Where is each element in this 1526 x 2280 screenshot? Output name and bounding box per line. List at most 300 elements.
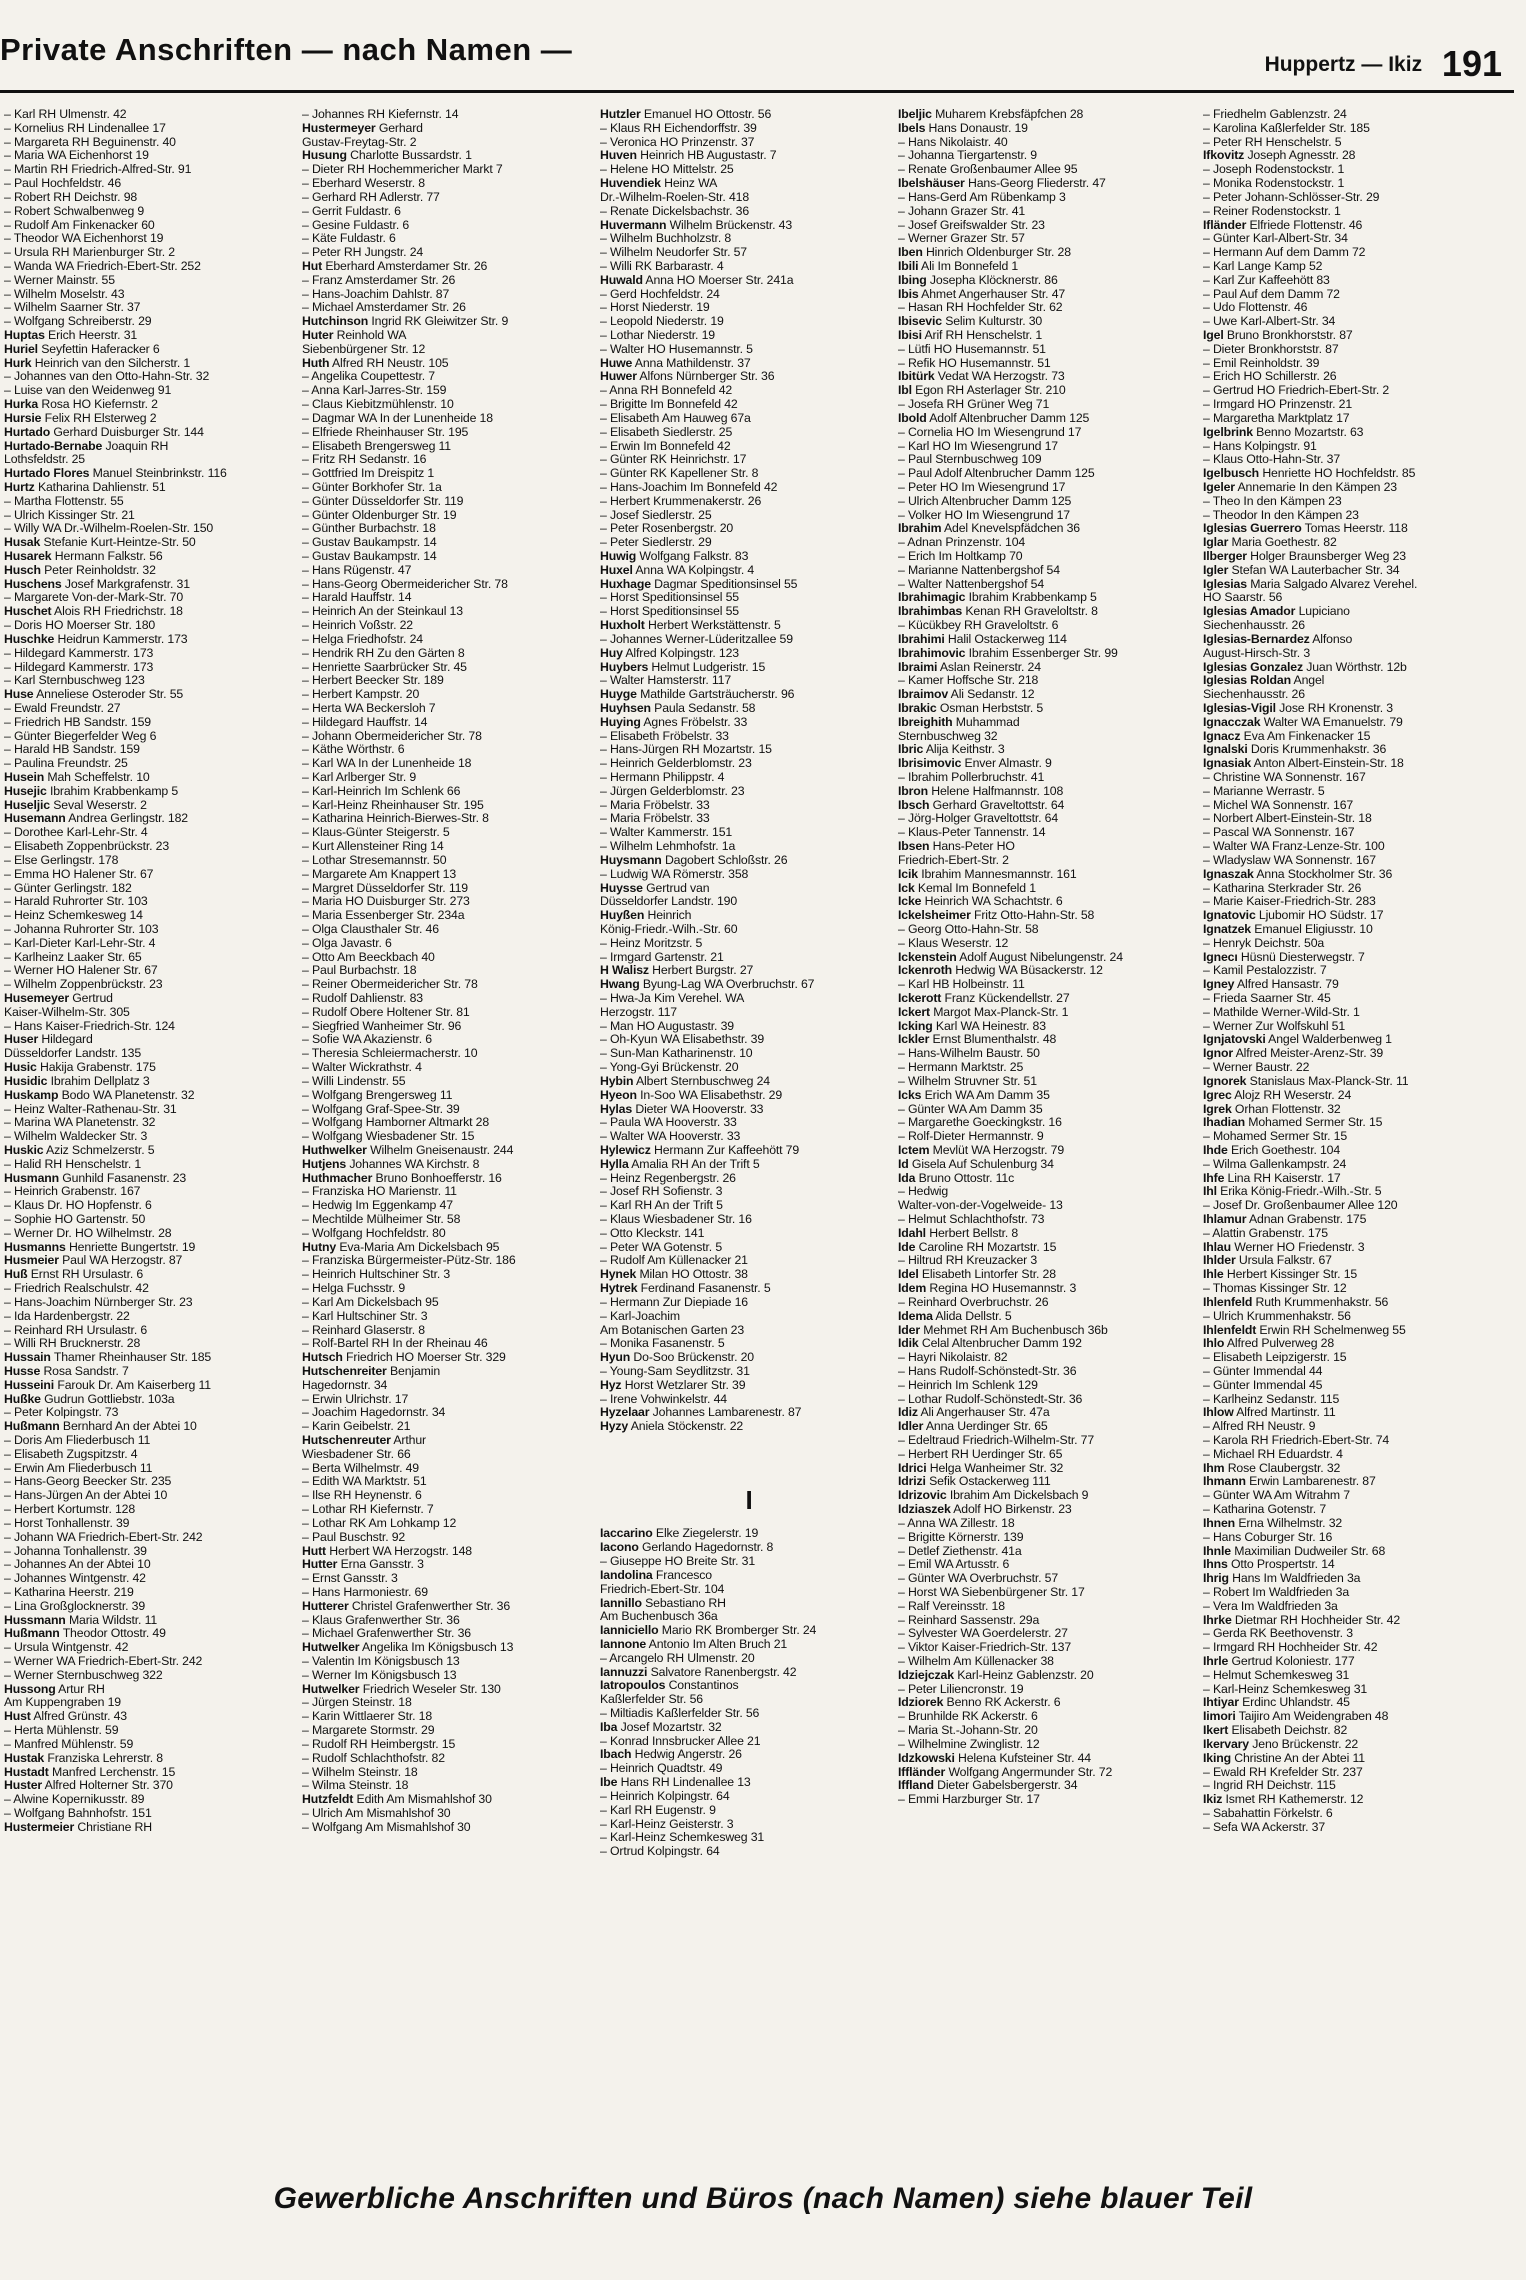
listing-entry: – Vera Im Waldfrieden 3a — [1203, 1599, 1338, 1613]
surname: Ibach — [600, 1748, 632, 1762]
listing-entry: Ictem Mevlüt WA Herzogstr. 79 — [898, 1143, 1065, 1157]
surname: Husemeyer — [4, 992, 69, 1005]
listing-entry: – Hans-Gerd Am Rübenkamp 3 — [898, 190, 1066, 204]
listing-entry: Iglesias Maria Salgado Alvarez Verehel. — [1203, 577, 1418, 591]
listing-entry: Ibitürk Vedat WA Herzogstr. 73 — [898, 370, 1065, 384]
listing-entry: Huysse Gertrud van — [600, 881, 710, 895]
listing-entry: – Heinz Regenbergstr. 26 — [600, 1171, 736, 1185]
listing-entry: – Peter RH Jungstr. 24 — [302, 246, 424, 260]
listing-entry: Id Gisela Auf Schulenburg 34 — [898, 1157, 1054, 1171]
listing-entry: – Maria St.-Johann-Str. 20 — [898, 1724, 1038, 1738]
surname: Igelbrink — [1203, 425, 1253, 439]
surname: Ihlenfeldt — [1203, 1323, 1257, 1337]
listing-entry: Ibrahim Adel Knevelspfädchen 36 — [898, 522, 1080, 536]
listing-entry: – Hildegard Kammerstr. 173 — [4, 646, 154, 660]
listing-entry: Hurka Rosa HO Kiefernstr. 2 — [4, 398, 158, 412]
surname: Hurk — [4, 356, 32, 370]
surname: Idler — [898, 1420, 924, 1434]
listing-entry: – Hans-Georg Beecker Str. 235 — [4, 1475, 172, 1489]
listing-entry: Gustav-Freytag-Str. 2 — [302, 135, 417, 149]
listing-entry: – Ulrich Krummenhakstr. 56 — [1203, 1309, 1351, 1323]
listing-entry: Siechenhausstr. 26 — [1203, 619, 1305, 633]
surname: Iglar — [1203, 536, 1229, 550]
listing-entry — [600, 1434, 898, 1448]
listing-entry: – Michel WA Sonnenstr. 167 — [1203, 798, 1354, 812]
listing-entry: Hylla Amalia RH An der Trift 5 — [600, 1157, 760, 1171]
listing-entry: – Franziska Bürgermeister-Pütz-Str. 186 — [302, 1254, 516, 1268]
listing-entry: Lothsfeldstr. 25 — [4, 453, 86, 467]
listing-entry: – Christine WA Sonnenstr. 167 — [1203, 771, 1366, 784]
listing-entry: – Helga Friedhofstr. 24 — [302, 632, 423, 646]
surname: Huwe — [600, 356, 633, 370]
listing-entry: – Arcangelo RH Ulmenstr. 20 — [600, 1651, 755, 1665]
listing-entry: HO Saarstr. 56 — [1203, 591, 1283, 605]
surname: Ignatovic — [1203, 909, 1256, 923]
listing-entry: Ignatzek Emanuel Eligiusstr. 10 — [1203, 922, 1373, 936]
listing-entry: – Walter Kammerstr. 151 — [600, 826, 733, 840]
listing-entry: Ida Bruno Ottostr. 11c — [898, 1171, 1015, 1185]
listing-entry: – Hermann Auf dem Damm 72 — [1203, 246, 1366, 260]
listing-entry: Hurtz Katharina Dahlienstr. 51 — [4, 480, 166, 494]
listing-entry: – Leopold Niederstr. 19 — [600, 315, 724, 329]
listing-entry: Iffland Dieter Gabelsbergerstr. 34 — [898, 1779, 1078, 1793]
listing-entry: Huß Ernst RH Ursulastr. 6 — [4, 1268, 144, 1282]
surname: Icke — [898, 895, 922, 909]
listing-entry: – Johannes RH Kiefernstr. 14 — [302, 108, 459, 121]
listing-entry: Ignaszak Anna Stockholmer Str. 36 — [1203, 867, 1393, 881]
surname: Husemann — [4, 812, 66, 826]
surname: Hutny — [302, 1240, 337, 1254]
listing-entry: Walter-von-der-Vogelweide- 13 — [898, 1199, 1063, 1213]
listing-entry: Huyhsen Paula Sedanstr. 58 — [600, 701, 756, 715]
listing-entry: – Else Gerlingstr. 178 — [4, 853, 119, 867]
surname: Hurtado — [4, 425, 51, 439]
listing-entry: – Adnan Prinzenstr. 104 — [898, 536, 1026, 550]
listing-entry: Husic Hakija Grabenstr. 175 — [4, 1061, 156, 1075]
listing-entry: Idahl Herbert Bellstr. 8 — [898, 1226, 1019, 1240]
listing-entry: Hynek Milan HO Ottostr. 38 — [600, 1268, 748, 1282]
listing-entry: – Paul Auf dem Damm 72 — [1203, 287, 1340, 301]
listing-entry: – Gustav Baukampstr. 14 — [302, 536, 437, 550]
listing-entry: – Peter WA Gotenstr. 5 — [600, 1240, 723, 1254]
listing-entry: – Norbert Albert-Einstein-Str. 18 — [1203, 812, 1372, 826]
surname: Husein — [4, 771, 45, 784]
listing-entry: – Ulrich Am Mismahlshof 30 — [302, 1806, 451, 1820]
listing-entry: – Johann Grazer Str. 41 — [898, 204, 1026, 218]
listing-entry: – Günter RK Heinrichstr. 17 — [600, 453, 747, 467]
listing-entry: Huseljic Seval Weserstr. 2 — [4, 798, 147, 812]
surname: Ibels — [898, 121, 926, 135]
listing-entry: – Udo Flottenstr. 46 — [1203, 301, 1308, 315]
listing-entry: – Rudolf Dahlienstr. 83 — [302, 992, 423, 1005]
listing-entry: Friedrich-Ebert-Str. 2 — [898, 853, 1009, 867]
listing-entry: – Fritz RH Sedanstr. 16 — [302, 453, 427, 467]
listing-entry: Huschet Alois RH Friedrichstr. 18 — [4, 605, 183, 619]
listing-entry: – Hedwig — [898, 1185, 949, 1199]
surname: Iglesias — [1203, 577, 1247, 591]
listing-entry: Iba Josef Mozartstr. 32 — [600, 1720, 722, 1734]
listing-entry: – Thomas Kissinger Str. 12 — [1203, 1282, 1347, 1296]
surname: Ibisevic — [898, 315, 942, 329]
listing-entry: – Karl Lange Kamp 52 — [1203, 259, 1323, 273]
surname: Icking — [898, 1019, 933, 1033]
surname: Ickenstein — [898, 950, 957, 964]
listing-entry: – Otto Kleckstr. 141 — [600, 1226, 705, 1240]
surname: Iannillo — [600, 1596, 642, 1610]
listing-entry: – Doris Am Fliederbusch 11 — [4, 1434, 151, 1447]
listing-entry: – Heinrich Im Schlenk 129 — [898, 1378, 1038, 1392]
listing-entry: Idziejczak Karl-Heinz Gablenzstr. 20 — [898, 1668, 1094, 1682]
surname: Ibitürk — [898, 370, 935, 384]
listing-entry: – Gerda RK Beethovenstr. 3 — [1203, 1627, 1353, 1641]
surname: Huyßen — [600, 909, 645, 923]
listing-entry: – Konrad Innsbrucker Allee 21 — [600, 1734, 761, 1748]
listing-entry: – Günther Burbachstr. 18 — [302, 522, 436, 536]
listing-entry: Ianniciello Mario RK Bromberger Str. 24 — [600, 1624, 817, 1638]
listing-entry: Iannone Antonio Im Alten Bruch 21 — [600, 1637, 788, 1651]
listing-entry: – Sylvester WA Goerdelerstr. 27 — [898, 1627, 1068, 1641]
listing-entry: Ihfe Lina RH Kaiserstr. 17 — [1203, 1171, 1341, 1185]
listing-entry: – Johannes An der Abtei 10 — [4, 1558, 151, 1572]
listing-entry: Hutzler Emanuel HO Ottostr. 56 — [600, 108, 772, 121]
listing-entry: – Giuseppe HO Breite Str. 31 — [600, 1555, 756, 1569]
listing-entry: – Marianne Werrastr. 5 — [1203, 784, 1325, 798]
listing-entry — [600, 1462, 898, 1476]
listing-entry: – Reiner Obermeidericher Str. 78 — [302, 978, 478, 992]
listing-entry: Huster Alfred Holterner Str. 370 — [4, 1779, 173, 1793]
listing-entry: Ihlenfeld Ruth Krummenhakstr. 56 — [1203, 1295, 1389, 1309]
listing-entry: – Irmgard HO Prinzenstr. 21 — [1203, 398, 1353, 412]
surname: Iffländer — [898, 1765, 946, 1779]
surname: Ibron — [898, 784, 928, 798]
listing-entry: – Herbert Kortumstr. 128 — [4, 1503, 136, 1517]
surname: Hytrek — [600, 1282, 638, 1296]
listing-entry: – Hans Kolpingstr. 91 — [1203, 439, 1317, 453]
listing-entry: Iben Hinrich Oldenburger Str. 28 — [898, 246, 1071, 260]
listing-entry: Ibrahimbas Kenan RH Graveloltstr. 8 — [898, 605, 1098, 619]
listing-entry: Huschens Josef Markgrafenstr. 31 — [4, 577, 190, 591]
listing-entry: – Man HO Augustastr. 39 — [600, 1019, 734, 1033]
surname: Ibraimi — [898, 660, 938, 674]
listing-entry: Huybers Helmut Ludgeristr. 15 — [600, 660, 766, 674]
page-range-header — [1264, 38, 1502, 84]
listing-entry: Ihrig Hans Im Waldfrieden 3a — [1203, 1572, 1361, 1586]
listing-entry: – Wilma Gallenkampstr. 24 — [1203, 1157, 1347, 1171]
listing-entry: Ignalski Doris Krummenhakstr. 36 — [1203, 743, 1387, 757]
listing-entry: Ibrahimovic Ibrahim Essenberger Str. 99 — [898, 646, 1118, 660]
listing-entry: – Herbert RH Uerdinger Str. 65 — [898, 1447, 1063, 1461]
surname: Ihrig — [1203, 1572, 1229, 1586]
listing-entry: Idiz Ali Angerhauser Str. 47a — [898, 1406, 1050, 1420]
listing-entry: – Kamer Hoffsche Str. 218 — [898, 674, 1039, 688]
surname: Idema — [898, 1309, 933, 1323]
listing-entry: Ihnen Erna Wilhelmstr. 32 — [1203, 1516, 1343, 1530]
listing-entry: – Walter Hamsterstr. 117 — [600, 674, 732, 688]
listing-entry: Hutchinson Ingrid RK Gleiwitzer Str. 9 — [302, 315, 509, 329]
listing-entry: – Heinz Moritzstr. 5 — [600, 936, 703, 950]
listing-entry: Ignatovic Ljubomir HO Südstr. 17 — [1203, 909, 1384, 923]
listing-entry: – Luise van den Weidenweg 91 — [4, 384, 172, 398]
listing-entry: – Klaus RH Eichendorffstr. 39 — [600, 121, 757, 135]
listing-entry: Ignecı Hüsnü Diesterwegstr. 7 — [1203, 950, 1365, 964]
listing-entry: – Sophie HO Gartenstr. 50 — [4, 1213, 146, 1226]
surname: Ihlau — [1203, 1240, 1231, 1254]
listing-entry: Iannillo Sebastiano RH — [600, 1596, 726, 1610]
listing-entry: – Klaus Otto-Hahn-Str. 37 — [1203, 453, 1341, 467]
listing-entry: – Sabahattin Förkelstr. 6 — [1203, 1806, 1333, 1820]
listing-entry: Igney Alfred Hansastr. 79 — [1203, 978, 1339, 992]
listing-entry: Idem Regina HO Husemannstr. 3 — [898, 1282, 1077, 1296]
listing-entry: Ibrakic Osman Herbststr. 5 — [898, 701, 1044, 715]
listing-entry: – Günter Immendal 44 — [1203, 1364, 1323, 1378]
listing-entry: – Rudolf Obere Holtener Str. 81 — [302, 1005, 470, 1019]
surname: Igeler — [1203, 480, 1235, 494]
listing-entry: – Paul Buschstr. 92 — [302, 1530, 406, 1544]
listing-entry: Ickler Ernst Blumenthalstr. 48 — [898, 1033, 1057, 1047]
surname: Hyeon — [600, 1088, 637, 1102]
listing-entry: – Joseph Rodenstockstr. 1 — [1203, 163, 1345, 177]
surname: Idik — [898, 1337, 919, 1351]
listing-entry: – Katharina Sterkrader Str. 26 — [1203, 881, 1362, 895]
listing-entry: – Wolfgang Hamborner Altmarkt 28 — [302, 1116, 490, 1130]
listing-entry: Ihl Erika König-Friedr.-Wilh.-Str. 5 — [1203, 1185, 1382, 1199]
listing-entry: – Ilse RH Heynenstr. 6 — [302, 1489, 422, 1503]
listing-entry: – Karl-Heinz Geisterstr. 3 — [600, 1817, 734, 1831]
section-letter: I — [745, 1485, 753, 1516]
listing-entry: – Reinhard Overbruchstr. 26 — [898, 1295, 1049, 1309]
listing-entry: – Johannes Werner-Lüderitzallee 59 — [600, 632, 793, 646]
listing-entry: – Mohamed Sermer Str. 15 — [1203, 1130, 1348, 1144]
listing-entry: Ick Kemal Im Bonnefeld 1 — [898, 881, 1036, 895]
listing-entry: Ibold Adolf Altenbrucher Damm 125 — [898, 411, 1090, 425]
listing-entry: Huthwelker Wilhelm Gneisenaustr. 244 — [302, 1143, 514, 1157]
listing-entry: – Klaus-Günter Steigerstr. 5 — [302, 826, 450, 840]
listing-entry: Hustermeyer Gerhard — [302, 121, 423, 135]
surname: Ibsch — [898, 798, 930, 812]
listing-entry: – Brunhilde RK Ackerstr. 6 — [898, 1710, 1038, 1724]
listing-entry: – Johann Obermeidericher Str. 78 — [302, 729, 482, 743]
listing-entry: Igler Stefan WA Lauterbacher Str. 34 — [1203, 563, 1400, 577]
listing-entry: – Otto Am Beeckbach 40 — [302, 950, 435, 964]
listing-entry: Iacono Gerlando Hagedornstr. 8 — [600, 1541, 774, 1555]
listing-entry: Hutny Eva-Maria Am Dickelsbach 95 — [302, 1240, 500, 1254]
listing-entry: – Wilhelm Struvner Str. 51 — [898, 1074, 1037, 1088]
listing-entry: Ihlenfeldt Erwin RH Schelmenweg 55 — [1203, 1323, 1406, 1337]
surname: Ifkovitz — [1203, 149, 1245, 163]
listing-entry: – Wolfgang Wiesbadener Str. 15 — [302, 1130, 475, 1144]
surname: Huxhage — [600, 577, 651, 591]
surname: Iba — [600, 1720, 618, 1734]
listing-entry: – Ulrich Kissinger Str. 21 — [4, 508, 135, 522]
listing-entry: Herzogstr. 117 — [600, 1005, 677, 1019]
listing-entry: Idema Alida Dellstr. 5 — [898, 1309, 1012, 1323]
listing-entry: – Refik HO Husemannstr. 51 — [898, 356, 1051, 370]
surname: Huysse — [600, 881, 643, 895]
listing-entry: – Emma HO Halener Str. 67 — [4, 867, 154, 881]
surname: Huriel — [4, 342, 38, 356]
listing-entry: Icik Ibrahim Mannesmannstr. 161 — [898, 867, 1077, 881]
listing-entry: – Jürgen Steinstr. 18 — [302, 1696, 412, 1710]
listing-entry: – Maria HO Duisburger Str. 273 — [302, 895, 470, 909]
listing-entry: Iglesias-Vigil Jose RH Kronenstr. 3 — [1203, 701, 1394, 715]
listing-entry: – Heinrich Voßstr. 22 — [302, 619, 413, 633]
listing-entry: – Wolfgang Schreiberstr. 29 — [4, 315, 152, 329]
listing-entry: – Marie Kaiser-Friedrich-Str. 283 — [1203, 895, 1376, 909]
surname: Ignatzek — [1203, 922, 1251, 936]
listing-entry: Ilberger Holger Braunsberger Weg 23 — [1203, 550, 1406, 563]
surname: Icik — [898, 867, 918, 881]
listing-entry: – Kornelius RH Lindenallee 17 — [4, 121, 166, 135]
listing-entry: – Harald Hauffstr. 14 — [302, 591, 412, 605]
listing-entry: – Hedwig Im Eggenkamp 47 — [302, 1199, 453, 1213]
listing-entry: Ibis Ahmet Angerhauser Str. 47 — [898, 287, 1066, 301]
listing-entry: Ikervary Jeno Brückenstr. 22 — [1203, 1737, 1359, 1751]
listing-entry: – Ursula RH Marienburger Str. 2 — [4, 246, 175, 260]
listing-entry: – Elisabeth Zugspitzstr. 4 — [4, 1447, 138, 1461]
listing-entry: Sternbuschweg 32 — [898, 729, 998, 743]
surname: Ihlder — [1203, 1254, 1236, 1268]
surname: Ignacz — [1203, 729, 1241, 743]
surname: Iandolina — [600, 1568, 653, 1582]
listing-entry: – Horst Speditionsinsel 55 — [600, 591, 739, 605]
listing-entry: Hussong Artur RH — [4, 1682, 105, 1696]
surname: Iimori — [1203, 1710, 1236, 1724]
listing-entry: – Werner Im Königsbusch 13 — [302, 1668, 457, 1682]
listing-entry: – Jürgen Gelderblomstr. 23 — [600, 784, 745, 798]
listing-entry: Huvendiek Heinz WA — [600, 177, 718, 191]
surname: Ihlamur — [1203, 1213, 1247, 1226]
listing-entry: – Reinhard Sassenstr. 29a — [898, 1613, 1040, 1627]
listing-entry: Huskic Aziz Schmelzerstr. 5 — [4, 1143, 155, 1157]
listing-entry: – Horst WA Siebenbürgener Str. 17 — [898, 1585, 1085, 1599]
surname: Huysmann — [600, 853, 662, 867]
listing-entry: Ibl Egon RH Asterlager Str. 210 — [898, 384, 1066, 398]
surname: Iatropoulos — [600, 1679, 666, 1693]
column-1 — [0, 108, 302, 2168]
listing-entry: – Mechtilde Mülheimer Str. 58 — [302, 1213, 461, 1226]
surname: Ifländer — [1203, 218, 1247, 232]
listing-entry: – Berta Wilhelmstr. 49 — [302, 1461, 419, 1475]
listing-entry: – Uwe Karl-Albert-Str. 34 — [1203, 315, 1336, 329]
listing-entry: – Elisabeth Zoppenbrückstr. 23 — [4, 840, 170, 854]
listing-entry: Ibisi Arif RH Henschelstr. 1 — [898, 329, 1043, 342]
listing-entry: – Günter Karl-Albert-Str. 34 — [1203, 232, 1348, 246]
surname: Ibrisimovic — [898, 757, 962, 771]
surname: Huyhsen — [600, 701, 651, 715]
surname: Hylewicz — [600, 1143, 651, 1157]
listing-entry: Ihlder Ursula Falkstr. 67 — [1203, 1254, 1332, 1268]
listing-entry: – Erwin Im Bonnefeld 42 — [600, 439, 731, 453]
listing-entry: – Cornelia HO Im Wiesengrund 17 — [898, 425, 1082, 439]
footer-note: Gewerbliche Anschriften und Büros (nach Namen) siehe blauer Teil — [273, 2182, 1253, 2215]
surname: Ikervary — [1203, 1737, 1249, 1751]
listing-entry: – Günter Borkhofer Str. 1a — [302, 480, 442, 494]
surname: Igrek — [1203, 1102, 1232, 1116]
column-2 — [302, 108, 600, 2168]
listing-entry: – Heinz Walter-Rathenau-Str. 31 — [4, 1102, 177, 1116]
listing-entry: – Werner Zur Wolfskuhl 51 — [1203, 1019, 1346, 1033]
listing-entry: – Reinhard Glaserstr. 8 — [302, 1323, 425, 1337]
listing-entry: – Heinrich Gelderblomstr. 23 — [600, 757, 752, 771]
surname: Ibisi — [898, 329, 922, 342]
listing-entry: – Rudolf Schlachthofstr. 82 — [302, 1751, 445, 1765]
listing-entry: – Karl-Dieter Karl-Lehr-Str. 4 — [4, 936, 156, 950]
listing-entry: – Erich Im Holtkamp 70 — [898, 550, 1023, 563]
surname: Hustermeier — [4, 1820, 75, 1834]
listing-entry: – Hiltrud RH Kreuzacker 3 — [898, 1254, 1038, 1268]
listing-entry: – Paul Burbachstr. 18 — [302, 964, 417, 978]
listing-entry: – Kücükbey RH Graveloltstr. 6 — [898, 619, 1059, 633]
listing-entry: – Wolfgang Bahnhofstr. 151 — [4, 1806, 152, 1820]
listing-entry: – Werner Mainstr. 55 — [4, 273, 115, 287]
listing-entry: Hyun Do-Soo Brückenstr. 20 — [600, 1351, 754, 1365]
surname: Hyzy — [600, 1420, 629, 1434]
surname: Ihrle — [1203, 1655, 1229, 1668]
surname: Ignasiak — [1203, 757, 1252, 771]
name-range: Huppertz — Ikiz — [1264, 53, 1423, 76]
listing-entry: – Günter WA Am Witrahm 7 — [1203, 1489, 1350, 1503]
listing-entry: – Karl RH An der Trift 5 — [600, 1199, 723, 1213]
surname: Ignacczak — [1203, 715, 1261, 729]
surname: Idziorek — [898, 1696, 944, 1710]
listing-entry: – Lothar Rudolf-Schönstedt-Str. 36 — [898, 1392, 1083, 1406]
surname: Hyzelaar — [600, 1406, 650, 1420]
listing-entry: – Maria Fröbelstr. 33 — [600, 812, 710, 826]
listing-entry: – Dieter RH Hochemmericher Markt 7 — [302, 163, 503, 177]
listing-entry: – Franziska HO Marienstr. 11 — [302, 1185, 457, 1199]
listing-entry: – Walter WA Franz-Lenze-Str. 100 — [1203, 840, 1385, 854]
listing-entry: – Anna Karl-Jarres-Str. 159 — [302, 384, 447, 398]
listing-entry: – Theodor WA Eichenhorst 19 — [4, 232, 164, 246]
surname: Iben — [898, 246, 923, 260]
listing-entry: – Joachim Hagedornstr. 34 — [302, 1406, 446, 1420]
listing-entry: – Gerhard RH Adlerstr. 77 — [302, 190, 440, 204]
surname: Ibold — [898, 411, 927, 425]
listing-entry: – Lothar RK Am Lohkamp 12 — [302, 1516, 457, 1530]
listing-entry: – Hans Nikolaistr. 40 — [898, 135, 1008, 149]
listing-entry: Iglesias-Bernardez Alfonso — [1203, 632, 1353, 646]
listing-entry: – Friedrich Realschulstr. 42 — [4, 1282, 149, 1296]
listing-entry: – Doris HO Moerser Str. 180 — [4, 619, 156, 633]
surname: Hußmann — [4, 1627, 60, 1641]
listing-entry: – Margarete Am Knappert 13 — [302, 867, 457, 881]
listing-entry: – Hwa-Ja Kim Verehel. WA — [600, 992, 745, 1005]
listing-entry: – Hendrik RH Zu den Gärten 8 — [302, 646, 465, 660]
surname: Ictem — [898, 1143, 930, 1157]
listing-entry: Huxholt Herbert Werkstättenstr. 5 — [600, 619, 781, 633]
listing-entry: – Rolf-Bartel RH In der Rheinau 46 — [302, 1337, 488, 1351]
surname: Ickler — [898, 1033, 930, 1047]
listing-entry: – Margret Düsseldorfer Str. 119 — [302, 881, 468, 895]
listing-entry: August-Hirsch-Str. 3 — [1203, 646, 1311, 660]
surname: Iannone — [600, 1637, 647, 1651]
surname: Husak — [4, 536, 41, 550]
listing-entry: Husse Rosa Sandstr. 7 — [4, 1364, 129, 1378]
listing-entry: – Karl HB Holbeinstr. 11 — [898, 978, 1025, 992]
listing-entry: Ikert Elisabeth Deichstr. 82 — [1203, 1724, 1348, 1738]
listing-entry: – Karl HO Im Wiesengrund 17 — [898, 439, 1058, 453]
listing-entry: – Ursula Wintgenstr. 42 — [4, 1641, 129, 1655]
listing-entry: – Johanna Tiergartenstr. 9 — [898, 149, 1037, 163]
surname: Husmeier — [4, 1254, 59, 1268]
listing-entry: Am Buchenbusch 36a — [600, 1610, 718, 1624]
listing-entry: Ickerott Franz Kückendellstr. 27 — [898, 992, 1070, 1005]
listing-entry: Ikiz Ismet RH Kathemerstr. 12 — [1203, 1793, 1364, 1807]
listing-entry: Husemann Andrea Gerlingstr. 182 — [4, 812, 189, 826]
listing-entry: – Theo In den Kämpen 23 — [1203, 494, 1342, 508]
listing-entry: Hutterer Christel Grafenwerther Str. 36 — [302, 1599, 511, 1613]
listing-entry: Ihle Herbert Kissinger Str. 15 — [1203, 1268, 1358, 1282]
